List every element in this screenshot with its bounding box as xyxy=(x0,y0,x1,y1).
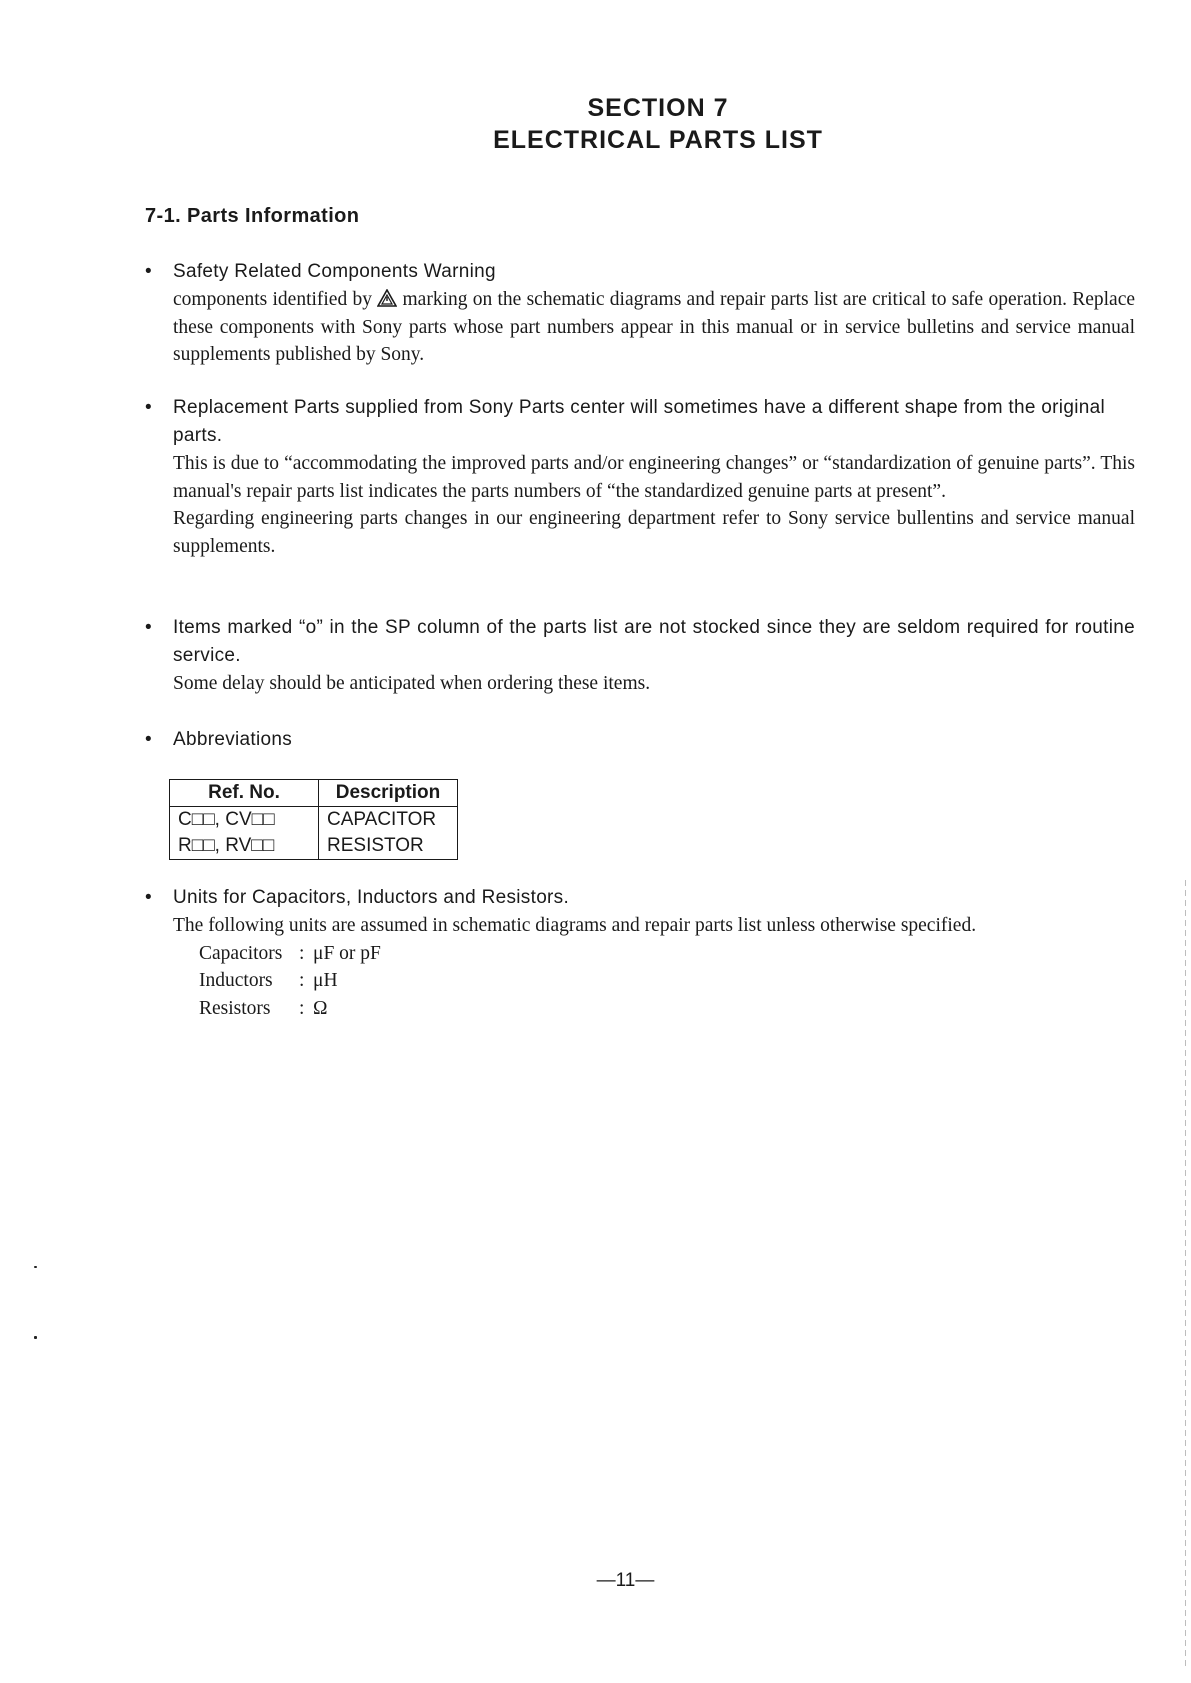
bullet-icon: • xyxy=(145,397,152,418)
scan-speck xyxy=(34,1336,37,1339)
scan-speck xyxy=(34,1266,37,1268)
table-header-row xyxy=(170,780,458,807)
bullet-safety-warning xyxy=(145,258,1135,369)
list-item: Inductors : μH xyxy=(199,967,1135,995)
table-cell-desc: RESISTOR xyxy=(319,833,458,860)
list-item: Resistors : Ω xyxy=(199,995,1135,1023)
bullet-heading: Items marked “o” in the SP column of the parts list are not stocked since they are seldom required for routine service. xyxy=(173,617,1135,666)
column-header-description: Description xyxy=(319,780,458,807)
section-title xyxy=(0,92,1191,156)
unit-name: Resistors xyxy=(199,997,271,1019)
bullet-body-2: Regarding engineering parts changes in our engineering department refer to Sony service bullentins and service manual supplements. xyxy=(173,508,1135,557)
scan-edge-line xyxy=(1185,880,1186,1670)
unit-name: Capacitors xyxy=(199,942,283,964)
unit-value: μH xyxy=(313,970,338,991)
abbreviations-table xyxy=(169,779,458,860)
bullet-stock-items xyxy=(145,614,1135,698)
warning-triangle-icon xyxy=(377,289,397,307)
unit-name: Inductors xyxy=(199,970,273,991)
bullet-icon: • xyxy=(145,261,152,282)
bullet-body: This is due to “accommodating the improved parts and/or engineering changes” or “standardization of genuine parts”. This manual's repair parts list indicates the parts numbers of “the standardized genuine parts at present”. xyxy=(173,453,1135,502)
table-cell-ref: C□□, CV□□ xyxy=(170,807,319,834)
unit-value: μF or pF xyxy=(313,942,381,964)
table-row xyxy=(170,833,458,860)
bullet-body: components identified by marking on the schematic diagrams and repair parts list are critical to safe operation. Replace these components with Sony parts whose part numbers appear in this manual or in service bulletins and service manual supplements published by Sony. xyxy=(173,289,1136,365)
bullet-body: The following units are assumed in schematic diagrams and repair parts list unless otherwise specified. xyxy=(173,915,977,936)
bullet-icon: • xyxy=(145,887,152,908)
unit-value: Ω xyxy=(313,997,328,1019)
table-cell-desc: CAPACITOR xyxy=(319,807,458,834)
subsection-title: 7-1. Parts Information xyxy=(145,205,360,227)
bullet-icon: • xyxy=(145,617,152,638)
bullet-heading: Abbreviations xyxy=(173,729,293,750)
list-item: Capacitors : μF or pF xyxy=(199,940,1135,968)
units-list xyxy=(145,940,1135,1023)
bullet-icon: • xyxy=(145,729,152,750)
table-row xyxy=(170,807,458,834)
bullet-abbreviations xyxy=(145,726,1135,754)
bullet-heading: Replacement Parts supplied from Sony Parts center will sometimes have a different shape from the original parts. xyxy=(173,397,1105,446)
bullet-replacement-parts xyxy=(145,394,1135,560)
section-heading: ELECTRICAL PARTS LIST xyxy=(493,126,823,154)
bullet-units xyxy=(145,884,1135,1022)
page-number: —11— xyxy=(596,1570,655,1591)
column-header-ref-no: Ref. No. xyxy=(170,780,319,807)
table-cell-ref: R□□, RV□□ xyxy=(170,833,319,860)
bullet-heading: Units for Capacitors, Inductors and Resistors. xyxy=(173,887,570,908)
section-number: SECTION 7 xyxy=(587,94,729,122)
bullet-heading: Safety Related Components Warning xyxy=(173,261,496,282)
bullet-body: Some delay should be anticipated when ordering these items. xyxy=(173,673,651,694)
